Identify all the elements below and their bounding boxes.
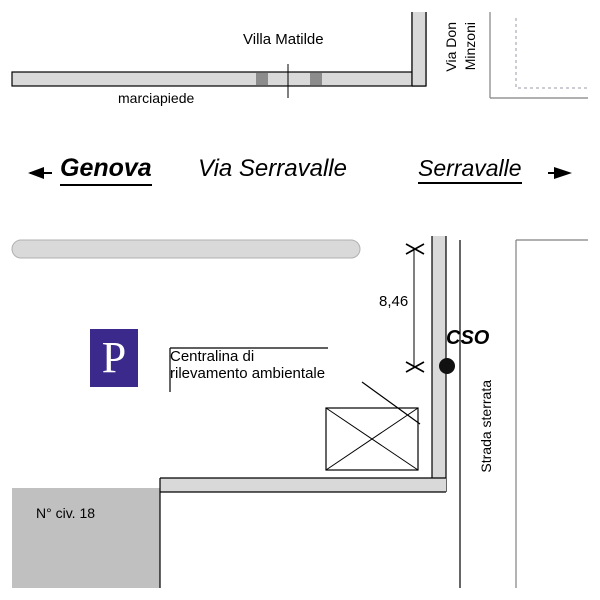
marciapiede-band (12, 64, 412, 98)
label-minzoni: Minzoni (462, 22, 478, 71)
dimension-8-46 (406, 244, 424, 372)
parking-sign (88, 327, 140, 389)
lower-sidewalk-band (12, 240, 360, 258)
label-villa-matilde: Villa Matilde (243, 31, 324, 48)
label-genova: Genova (60, 154, 152, 186)
via-don-minzoni-band (412, 12, 588, 98)
label-distance-8-46: 8,46 (379, 293, 409, 310)
label-centralina-line1: Centralina di (170, 348, 255, 365)
label-via-serravalle: Via Serravalle (198, 155, 347, 182)
cso-point-marker (439, 358, 455, 374)
label-strada-sterrata: Strada sterrata (478, 380, 494, 473)
label-marciapiede: marciapiede (118, 90, 195, 106)
label-serravalle: Serravalle (418, 155, 522, 184)
label-centralina-line2: rilevamento ambientale (170, 365, 326, 383)
parking-sign-letter: P (101, 333, 127, 382)
centralina-box (326, 408, 418, 470)
label-civico-18: N° civ. 18 (36, 505, 96, 521)
label-centralina (170, 348, 325, 383)
label-cso: CSO (446, 327, 490, 349)
label-via-don: Via Don (443, 22, 459, 72)
